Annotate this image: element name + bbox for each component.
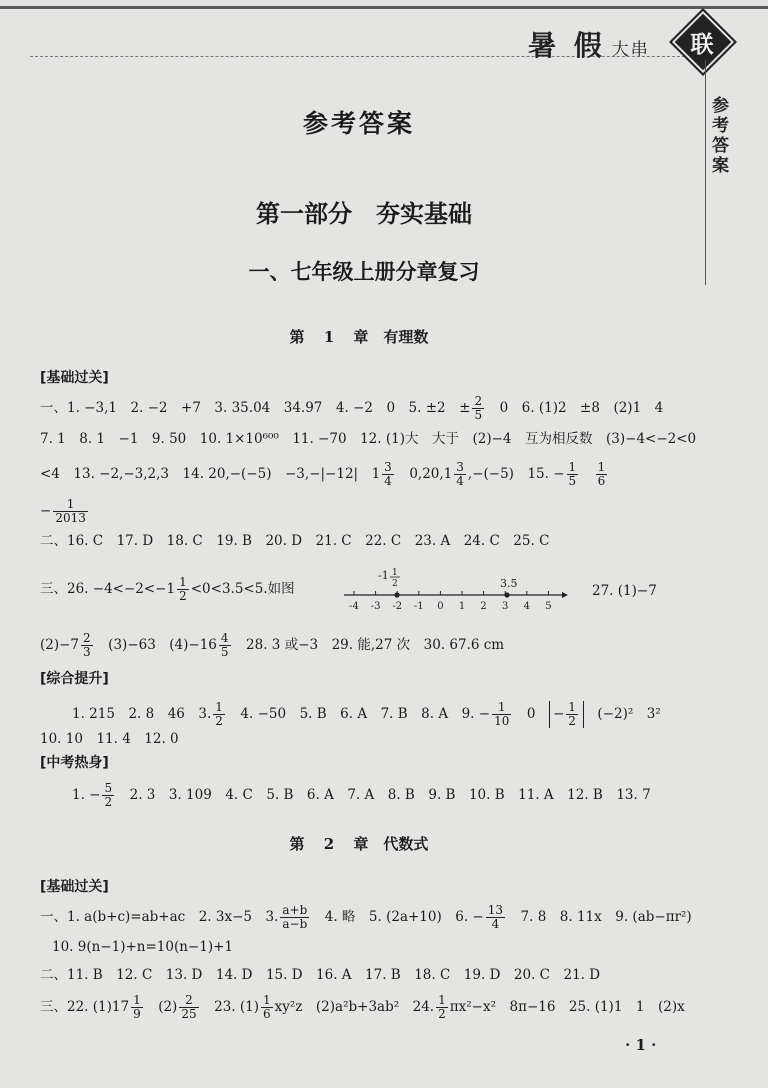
side-tab-label: 参考答案	[712, 96, 729, 176]
fraction: $\frac{1}{2}$	[215, 700, 223, 728]
number-line-tick-label: -2	[392, 601, 403, 612]
number-line-tick-label: 1	[458, 601, 466, 612]
ch1-basic-line-7: (2)−7 $\frac{2}{3}$ (3)−63 (4)−16 $\frac{4}{5}$ 28. 3 或−3 29. 能,27 次 30. 67.6 cm	[40, 631, 505, 659]
top-border	[0, 6, 768, 9]
fraction: $\frac{1}{9}$	[133, 993, 141, 1021]
number-line-point-b	[504, 592, 509, 597]
number-line-figure	[340, 563, 570, 613]
fraction: $\frac{1}{2}$	[568, 700, 576, 728]
section-title: 一、七年级上册分章复习	[248, 260, 480, 284]
ch2-basic-line-3: 二、11. B 12. C 13. D 14. D 15. D 16. A 17. B 18. C 19. D 20. C 21. D	[40, 967, 601, 983]
fraction: $\frac{2}{5}$	[474, 394, 483, 422]
fraction: $\frac{13}{4}$	[487, 903, 504, 931]
brand-sub-text: 大串	[611, 40, 650, 60]
fraction: $\frac{3}{4}$	[384, 460, 392, 488]
ch1-basic-line-1: 一、1. −3,1 2. −2 +7 3. 35.04 34.97 4. −2 0 5. ±2 ± $\frac{2}{5}$ 0 6. (1)2 ±8 (2)1 4	[40, 394, 664, 422]
ch1-basic-line-3: <4 13. −2,−3,2,3 14. 20,−(−5) −3,−|−12| 1 $\frac{3}{4}$ 0,20,1 $\frac{3}{4}$ ,−(−5) 15. − $\frac{1}{5}$ $\frac{1}{6}$	[40, 460, 606, 488]
number-line-label-a-den: 2	[392, 579, 398, 589]
number-line-label-b: 3.5	[500, 577, 518, 590]
ch2-basic-label: [基础过关]	[40, 879, 109, 895]
ch1-exam-label: [中考热身]	[40, 755, 109, 771]
page-title: 参考答案	[302, 109, 415, 138]
ch1-basic-line-5: 二、16. C 17. D 18. C 19. B 20. D 21. C 22. C 23. A 24. C 25. C	[40, 533, 550, 549]
ch1-improve-line-1: 1. 215 2. 8 46 3. $\frac{1}{2}$ 4. −50 5. B 6. A 7. B 8. A 9. − $\frac{1}{10}$ 0 − $\frac{1}{2}$ (−2)² 3²	[72, 700, 661, 728]
ch1-basic-label: [基础过关]	[40, 370, 109, 386]
fraction: $\frac{1}{6}$	[263, 993, 271, 1021]
ch1-exam-line-1: 1. − $\frac{5}{2}$ 2. 3 3. 109 4. C 5. B 6. A 7. A 8. B 9. B 10. B 11. A 12. B 13. 7	[72, 781, 651, 809]
fraction: $\frac{1}{10}$	[494, 700, 510, 728]
part-title: 第一部分 夯实基础	[256, 200, 472, 228]
ch2-basic-line-2: 10. 9(n−1)+n=10(n−1)+1	[52, 939, 234, 955]
fraction: $\frac{a+b}{a-b}$	[282, 903, 308, 931]
fraction: $\frac{1}{2}$	[438, 993, 446, 1021]
fraction: $\frac{3}{4}$	[456, 460, 464, 488]
number-line-tick-label: 4	[523, 601, 530, 612]
brand-diamond-char: 联	[690, 32, 714, 58]
brand-main-text: 暑 假	[528, 29, 606, 62]
fraction: $\frac{1}{2}$	[179, 575, 187, 603]
number-line-label-a-num: 1	[392, 568, 398, 578]
ch2-basic-line-4: 三、22. (1)17 $\frac{1}{9}$ (2) $\frac{2}{25}$ 23. (1) $\frac{1}{6}$ xy²z (2)a²b+3ab² 24. $\frac{1}{2}$ πx²−x² 8π−16 25. (1)1 1 (2)x	[40, 993, 685, 1021]
side-rule	[705, 60, 706, 285]
fraction: $\frac{4}{5}$	[220, 631, 229, 659]
ch1-basic-line-6: 三、26. −4<−2<−1 $\frac{1}{2}$ <0<3.5<5.如图	[40, 575, 295, 603]
ch1-basic-line-6-tail: 27. (1)−7	[592, 583, 657, 599]
number-line-tick-label: -4	[349, 601, 359, 612]
ch1-basic-line-4: − $\frac{1}{2013}$	[40, 497, 86, 525]
ch1-basic-line-2: 7. 1 8. 1 −1 9. 50 10. 1×10⁶⁰⁰ 11. −70 12. (1)大 大于 (2)−4 互为相反数 (3)−4<−2<0	[40, 431, 697, 447]
page-number: · 1 ·	[625, 1036, 657, 1054]
fraction: $\frac{1}{5}$	[568, 460, 577, 488]
number-line-label-a: -1	[378, 569, 389, 582]
number-line-tick-label: 0	[437, 601, 444, 612]
number-line-tick-label: 5	[545, 601, 552, 612]
chapter-2-title: 第 2 章 代数式	[289, 835, 429, 853]
number-line-tick-label: 3	[502, 601, 509, 612]
ch2-basic-line-1: 一、1. a(b+c)=ab+ac 2. 3x−5 3. $\frac{a+b}{a-b}$ 4. 略 5. (2a+10) 6. − $\frac{13}{4}$ 7. 8 8. 11x 9. (ab−πr²)	[40, 903, 692, 931]
number-line-tick-label: -3	[370, 601, 381, 612]
absolute-value-bars: − $\frac{1}{2}$	[549, 701, 584, 728]
fraction: $\frac{2}{3}$	[83, 631, 91, 659]
number-line-point-a	[394, 592, 399, 597]
fraction: $\frac{1}{2013}$	[55, 497, 86, 525]
fraction: $\frac{1}{6}$	[597, 460, 606, 488]
brand-title	[528, 24, 650, 64]
ch1-improve-line-2: 10. 10 11. 4 12. 0	[40, 731, 179, 747]
fraction: $\frac{2}{25}$	[181, 993, 197, 1021]
number-line-tick-label: 2	[480, 601, 487, 612]
fraction: $\frac{5}{2}$	[104, 781, 113, 809]
chapter-1-title: 第 1 章 有理数	[289, 328, 429, 346]
number-line-tick-label: -1	[413, 601, 424, 612]
ch1-improve-label: [综合提升]	[40, 671, 109, 687]
